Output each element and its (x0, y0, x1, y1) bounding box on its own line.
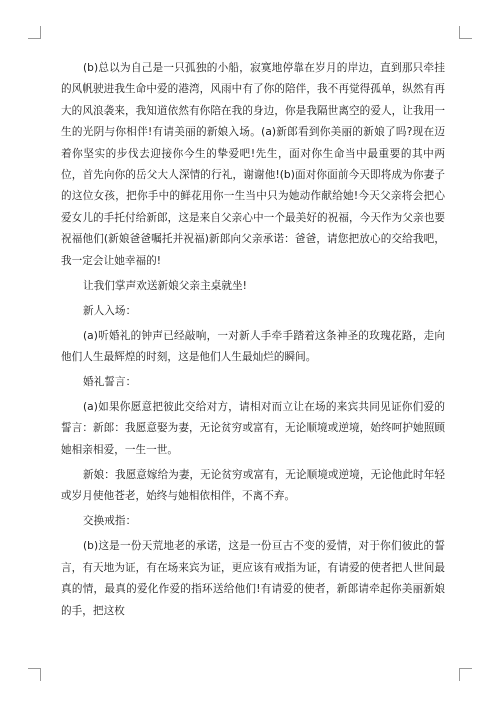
corner-mark-bottom-right (459, 668, 472, 681)
heading-couple-entrance: 新人入场： (83, 304, 137, 317)
corner-mark-top-left (28, 26, 41, 39)
paragraph-bride-vow: 新娘：我愿意嫁给为妻，无论贫穷或富有，无论顺境或逆境，无论他此时年轻或岁月使他苍老，始终与她相依相伴，不离不弃。 (61, 468, 445, 503)
paragraph-ring-promise: (b)这是一份天荒地老的承诺，这是一份亘古不变的爱情，对于你们彼此的誓言，有天地为证，有在场来宾为证，更应该有戒指为证，有请爱的使者把人世间最真的情，最真的爱化作爱的指环送给他们!有请爱的使者，新郎请牵起你美丽新娘的手，把这枚 (61, 540, 445, 617)
corner-mark-top-right (459, 26, 472, 39)
paragraph-groom-vow: (a)如果你愿意把彼此交给对方，请相对而立让在场的来宾共同见证你们爱的誓言：新郎：我愿意娶为妻，无论贫穷或富有，无论顺境或逆境，始终呵护她照顾她相亲相爱，一生一世。 (61, 401, 445, 456)
paragraph-wedding-bell: (a)听婚礼的钟声已经敲响，一对新人手牵手踏着这条神圣的玫瑰花路，走向他们人生最辉煌的时刻，这是他们人生最灿烂的瞬间。 (61, 329, 445, 364)
heading-wedding-vows: 婚礼誓言： (83, 376, 137, 389)
heading-exchange-rings: 交换戒指： (83, 515, 137, 528)
paragraph-applause-father: 让我们掌声欢送新娘父亲主桌就坐! (83, 279, 247, 292)
document-body (61, 58, 445, 626)
corner-mark-bottom-left (28, 668, 41, 681)
paragraph-bride-entrance: (b)总以为自己是一只孤独的小船，寂寞地停靠在岁月的岸边，直到那只牵挂的风帆驶进我生命中爱的港湾，风雨中有了你的陪伴，我不再觉得孤单，纵然有再大的风浪袭来，我知道依然有你陪在我的身边，你是我隔世离空的爱人，让我用一生的光阴与你相伴!有请美丽的新娘入场。(a)新郎看到你美丽的新娘了吗?现在迈着你坚实的步伐去迎接你今生的挚爱吧!先生，面对你生命当中最重要的其中两位，首先向你的岳父大人深情的行礼，谢谢他!(b)面对你面前今天即将成为你妻子的这位女孩，把你手中的鲜花用你一生当中只为她动作献给她!今天父亲将会把心爱女儿的手托付给新郎，这是来自父亲心中一个最美好的祝福，今天作为父亲也要祝福他们(新娘爸爸嘱托并祝福)新郎向父亲承诺：爸爸，请您把放心的交给我吧，我一定会让她幸福的! (61, 62, 445, 267)
